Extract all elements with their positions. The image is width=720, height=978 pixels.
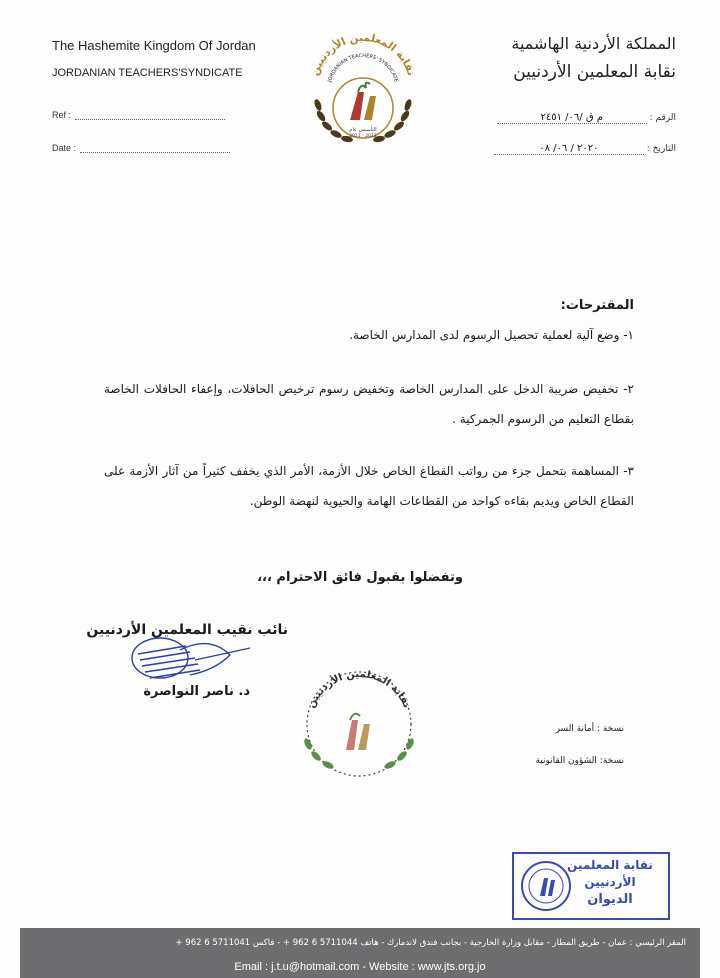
proposal-item-2: ٢- تخفيض ضريبة الدخل على المدارس الخاصة وتخفيض رسوم ترخيص الحافلات، وإعفاء الحافلات الخاصة بقطاع التعليم من الرسوم الجمركية . <box>104 382 634 426</box>
copy-line-2: نسخة: الشؤون القانونية <box>535 756 624 766</box>
office-stamp-line3: الديوان <box>587 892 633 907</box>
syndicate-logo <box>298 10 428 160</box>
signatory-title: نائب نقيب المعلمين الأردنيين <box>86 622 288 638</box>
logo-ring-text: نقابة المعلمين الأردنيين <box>308 31 418 78</box>
ar-date-label: التاريخ : <box>646 144 676 154</box>
proposals-heading: المقترحات: <box>560 298 634 313</box>
footer-address: المقر الرئيسي : عمان - طريق المطار - مقابل وزارة الخارجية - بجانب فندق لاندمارك - هاتف 5711044 6 962 + - فاكس 5711041 6 962 + <box>175 938 686 948</box>
office-stamp <box>512 852 670 920</box>
en-kingdom-title: The Hashemite Kingdom Of Jordan <box>52 38 256 53</box>
footer-bar <box>20 928 700 978</box>
copy-line-1: نسخة : أمانة السر <box>555 724 624 734</box>
closing-line: وتفضلوا بقبول فائق الاحترام ،،، <box>257 570 463 585</box>
ar-syndicate-title: نقابة المعلمين الأردنيين <box>513 62 676 82</box>
ref-field <box>52 110 225 120</box>
proposal-item-1: ١- وضع آلية لعملية تحصيل الرسوم لدى المدارس الخاصة. <box>349 328 634 342</box>
stamp-ring-text: نقابة المعلمين الأردنيين <box>305 668 413 710</box>
ar-ref-value: م ق /٠٦/ ٢٤٥١ <box>497 112 647 124</box>
proposal-item-3: ٣- المساهمة بتحمل جزء من رواتب القطاع الخاص خلال الأزمة، الأمر الذي يخفف كثيراً من آثار الأزمة على القطاع الخاص ويديم بقاءه كواحد من القطاعات الهامة والحيوية لنهضة الوطن. <box>104 464 634 508</box>
logo-ring-text-en: JORDANIAN TEACHERS' SYNDICATE <box>327 52 399 83</box>
office-stamp-line2: الأردنيين <box>584 875 636 889</box>
footer-contact: Email : j.t.u@hotmail.com - Website : www.jts.org.jo <box>234 961 486 973</box>
ar-kingdom-title: المملكة الأردنية الهاشمية <box>511 34 676 53</box>
round-stamp <box>286 648 431 778</box>
date-label: Date : <box>52 143 77 153</box>
svg-text:نقابة المعلمين الأردنيين <box>306 669 412 710</box>
logo-years: 2011 - 2012 <box>349 134 377 139</box>
ref-label: Ref : <box>52 110 72 120</box>
ar-date-value: ٢٠٢٠ / ٠٦/ ٠٨ <box>494 143 644 155</box>
office-stamp-line1: نقابة المعلمين <box>567 858 653 872</box>
logo-year-label: التأسيس عام <box>349 127 377 133</box>
ar-date-field <box>494 143 676 155</box>
ar-ref-label: الرقم : <box>649 113 676 123</box>
en-syndicate-title: JORDANIAN TEACHERS'SYNDICATE <box>52 67 243 79</box>
ar-ref-field <box>497 112 676 124</box>
date-field <box>52 143 230 153</box>
signatory-name: د. ناصر النواصرة <box>143 684 250 699</box>
